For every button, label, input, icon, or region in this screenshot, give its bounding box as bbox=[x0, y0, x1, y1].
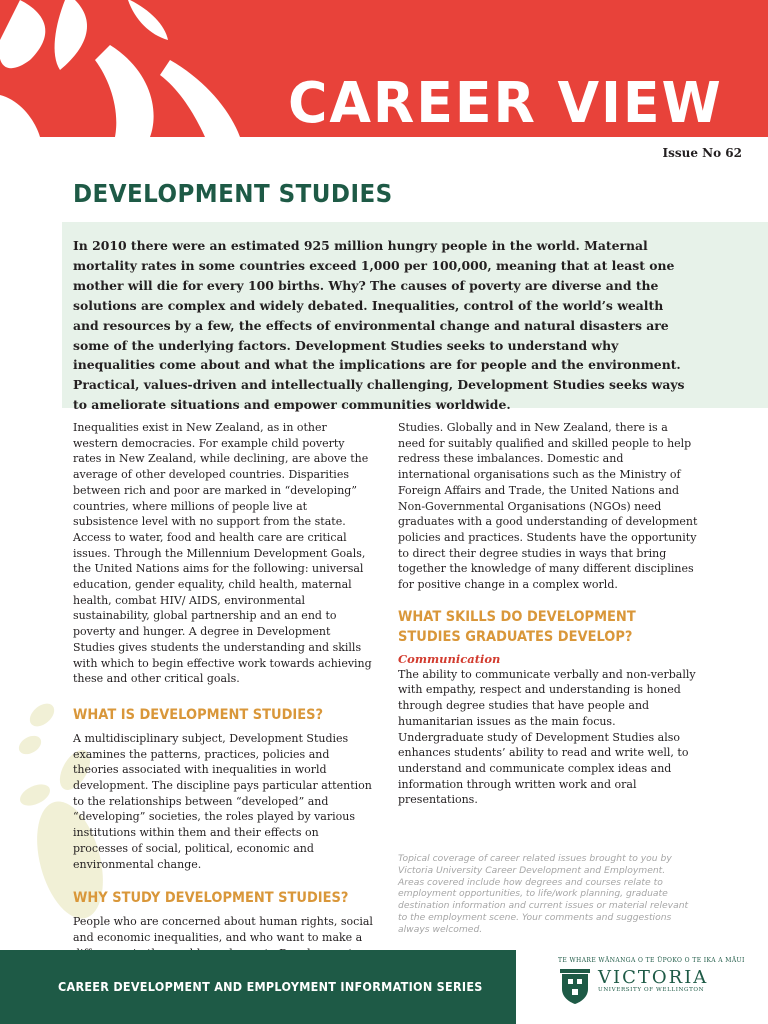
left-paragraph-3: People who are concerned about human rights, social and economic inequalities, and who want to make a bbox=[73, 915, 373, 944]
logo-subtitle: UNIVERSITY OF WELLINGTON bbox=[598, 987, 705, 993]
masthead bbox=[0, 0, 768, 137]
subheading-communication: Communication bbox=[398, 651, 501, 666]
university-logo bbox=[552, 957, 752, 1007]
footer-band bbox=[0, 950, 516, 1024]
left-paragraph-2: A multidisciplinary subject, Development Studies examines the patterns, practices, policies and theories associated with inequalities in world development. The discipline pays particular attention to the relationships between “developed” and “developing” societies, the roles played by various institutions within them and their effects on processes of social, political, economic and environmental change. bbox=[73, 731, 372, 871]
left-paragraph-1: Inequalities exist in New Zealand, as in other western democracies. For example child poverty rates in New Zealand, while declining, are above the average of other developed countries. Disparities between rich and poor are marked in “developing” countries, where millions of people live at subsistence level with no support from the state. Access to water, food and health care are critical issues. Through the Millennium Development Goals, the United Nations aims for the following: universal education, gender equality, child health, maternal health, combat HIV/ AIDS, environmental sustainability, global partnership and an end to poverty and hunger. A degree in Development Studies gives students the understanding and skills with which to begin effective work towards achieving these and other critical goals. bbox=[73, 421, 372, 686]
issue-number: Issue No 62 bbox=[662, 146, 742, 160]
masthead-title: CAREER VIEW bbox=[288, 71, 723, 136]
right-column bbox=[398, 420, 698, 808]
crest-icon bbox=[556, 967, 594, 1005]
heading-why-study: WHY STUDY DEVELOPMENT STUDIES? bbox=[73, 890, 349, 907]
intro-box bbox=[62, 222, 768, 413]
page-title: DEVELOPMENT STUDIES bbox=[73, 179, 393, 208]
logo-motto: TE WHARE WĀNANGA O TE ŪPOKO O TE IKA A MĀUI bbox=[558, 957, 745, 964]
intro-text: In 2010 there were an estimated 925 million hungry people in the world. Maternal mortality rates in some countries exceed 1,000 per 100,000, meaning that at least one mother will die for every 100 births. Why? The causes of poverty are diverse and the solutions are complex and widely debated. Inequalities, control of the world’s wealth and resources by a few, the effects of environmental change and natural disasters are some of the underlying factors. Development Studies seeks to understand why inequalities come about and what the implications are for people and the environment. Practical, values-driven and intellectually challenging, Development Studies seeks ways to ameliorate situations and empower communities worldwide. bbox=[73, 238, 685, 413]
masthead-leaf-graphic bbox=[0, 0, 280, 137]
series-note-line-2: Areas covered include how degrees and courses relate to employment opportunities, to life/work planning, graduate destination information and current issues or material relevant to the employment scene. Your comments and suggestions always welcomed. bbox=[398, 876, 689, 935]
heading-skills: WHAT SKILLS DO DEVELOPMENT STUDIES GRADUATES DEVELOP? bbox=[398, 608, 636, 645]
footer-series-title: CAREER DEVELOPMENT AND EMPLOYMENT INFORMATION SERIES bbox=[58, 980, 483, 994]
heading-what-is: WHAT IS DEVELOPMENT STUDIES? bbox=[73, 706, 324, 723]
right-paragraph-2: The ability to communicate verbally and non-verbally with empathy, respect and understanding is honed through degree studies that have people and humanitarian issues as the main focus. Undergraduate study of Development Studies also enhances students’ ability to read and write well, to understand and communicate complex ideas and information through written work and oral presentations. bbox=[398, 667, 696, 807]
right-paragraph-1: Studies. Globally and in New Zealand, there is a need for suitably qualified and skilled people to help redress these imbalances. Domestic and international organisations such as the Ministry of Foreign Affairs and Trade, the United Nations and Non-Governmental Organisations (NGOs) need graduates with a good understanding of development policies and practices. Students have the opportunity to direct their degree studies in ways that bring together the knowledge of many different disciplines for positive change in a complex world. bbox=[398, 421, 698, 592]
series-note bbox=[398, 853, 698, 936]
series-note-line-1: Topical coverage of career related issues brought to you by Victoria University Career Development and Employment. bbox=[398, 853, 672, 876]
logo-name: VICTORIA bbox=[598, 967, 709, 988]
left-column bbox=[73, 420, 373, 961]
